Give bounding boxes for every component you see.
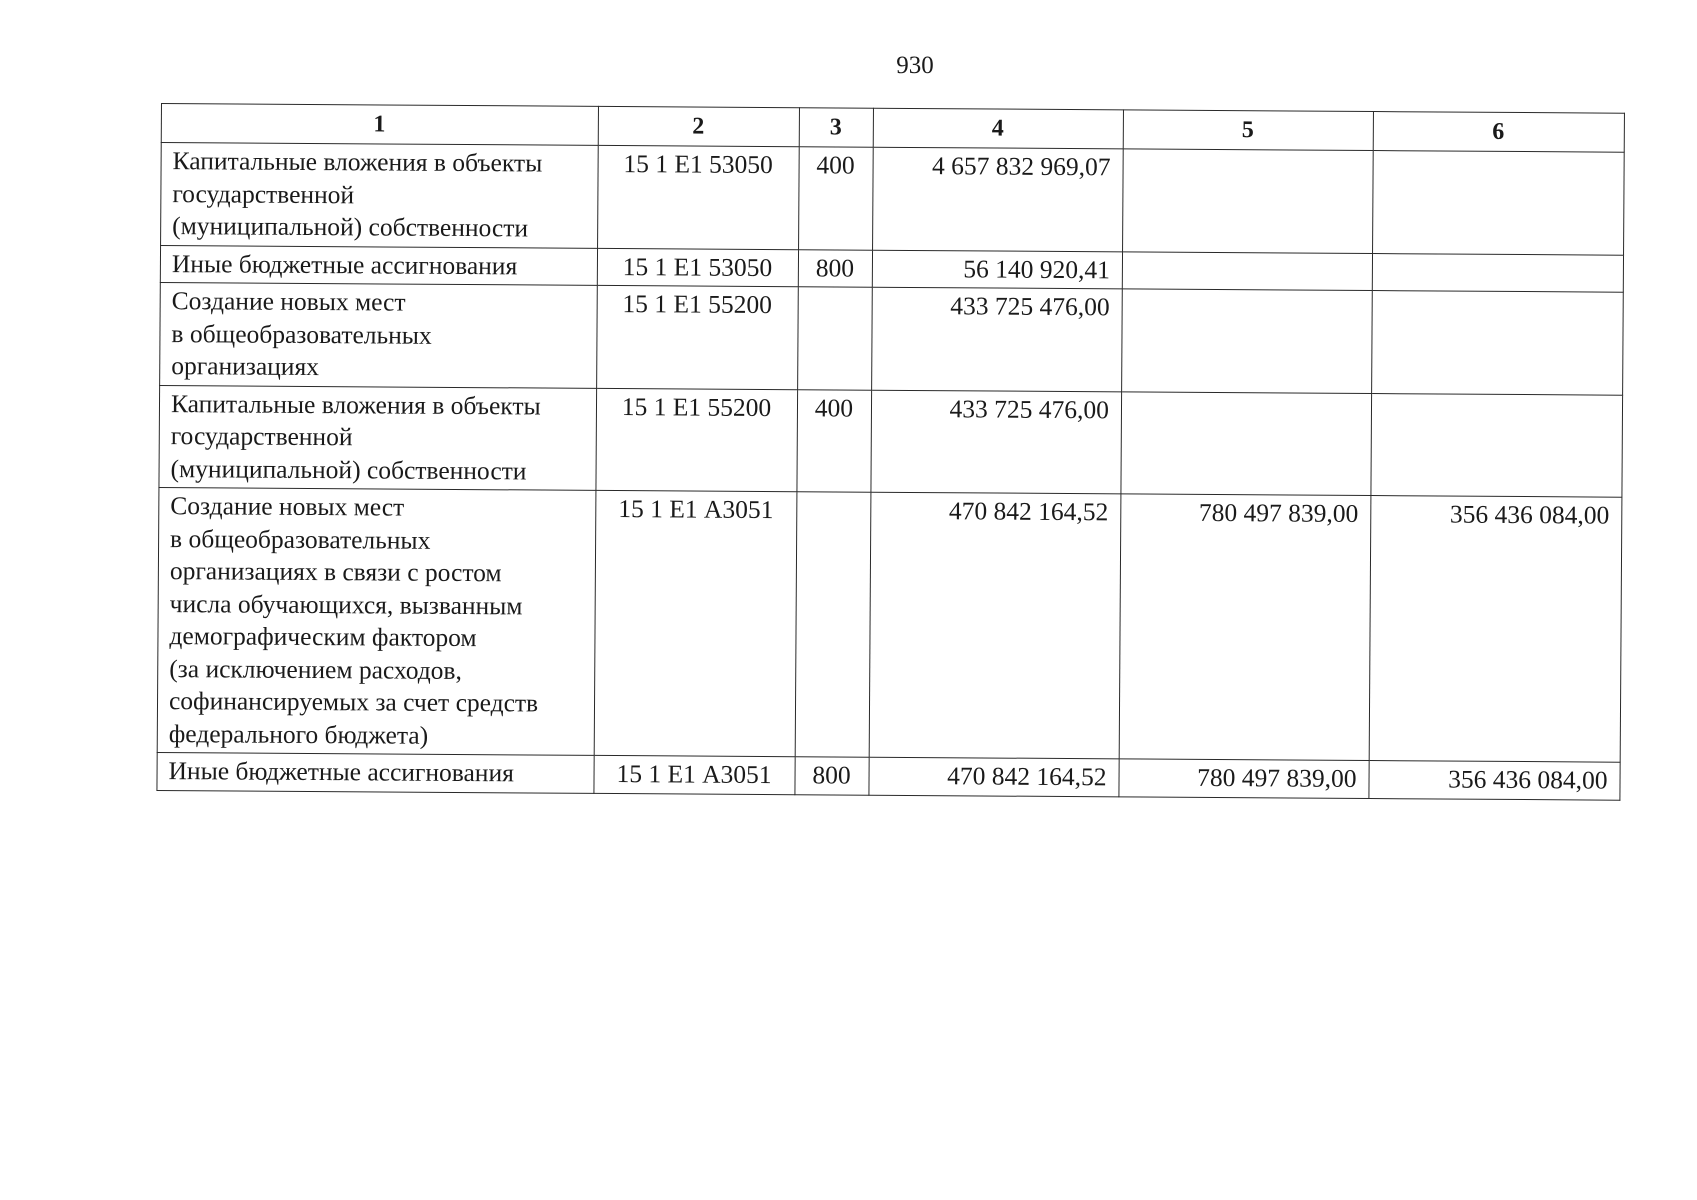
- description-line: Иные бюджетные ассигнования: [168, 756, 514, 788]
- table-body: [157, 143, 1624, 800]
- row-code: 15 1 Е1 53050: [597, 248, 798, 287]
- row-code: 15 1 Е1 А3051: [594, 490, 797, 756]
- description-line: Иные бюджетные ассигнования: [171, 248, 518, 280]
- row-expense-type: [795, 492, 871, 757]
- row-value-col-5: [1121, 391, 1372, 495]
- description-line: демографическим фактором: [169, 621, 477, 653]
- description-line: в общеобразовательных: [170, 523, 431, 555]
- row-description: [160, 282, 598, 387]
- row-value-col-4: 56 140 920,41: [872, 250, 1122, 289]
- row-value-col-4: 433 725 476,00: [871, 390, 1122, 494]
- description-line: организациях: [171, 351, 320, 382]
- description-line: (муниципальной) собственности: [172, 211, 529, 243]
- row-value-col-5: [1122, 289, 1373, 393]
- row-description: [157, 752, 594, 792]
- row-value-col-6: [1373, 151, 1625, 255]
- description-line: Капитальные вложения в объекты: [172, 146, 543, 178]
- row-value-col-4: 433 725 476,00: [872, 287, 1123, 391]
- row-code: 15 1 Е1 55200: [596, 388, 798, 492]
- row-value-col-4: 470 842 164,52: [869, 757, 1119, 796]
- row-value-col-6: [1372, 291, 1624, 395]
- header-col-4: 4: [873, 108, 1123, 149]
- row-description: [157, 487, 596, 755]
- row-code: 15 1 Е1 А3051: [594, 755, 795, 794]
- table-row: [159, 385, 1623, 497]
- table-row: [160, 282, 1624, 394]
- description-line: Капитальные вложения в объекты: [170, 388, 541, 421]
- description-line: (муниципальной) собственности: [170, 453, 527, 485]
- row-value-col-5: 780 497 839,00: [1119, 759, 1369, 798]
- description-line: организациях в связи с ростом: [169, 556, 502, 588]
- header-col-2: 2: [598, 106, 799, 146]
- row-value-col-5: 780 497 839,00: [1119, 494, 1371, 761]
- header-col-5: 5: [1123, 110, 1373, 151]
- description-line: числа обучающихся, вызванным: [169, 588, 523, 620]
- row-expense-type: 400: [799, 147, 874, 250]
- row-value-col-6: [1372, 253, 1623, 292]
- description-line: софинансируемых за счет средств: [168, 686, 539, 718]
- description-line: Создание новых мест: [170, 491, 405, 522]
- row-expense-type: [798, 287, 873, 390]
- row-value-col-5: [1122, 251, 1372, 290]
- row-description: [161, 143, 599, 248]
- row-expense-type: 400: [797, 389, 872, 492]
- table-row: [161, 143, 1625, 255]
- header-col-1: 1: [161, 104, 598, 146]
- table-row: [157, 487, 1622, 762]
- row-value-col-6: 356 436 084,00: [1369, 496, 1622, 763]
- row-expense-type: 800: [795, 757, 869, 795]
- description-line: Создание новых мест: [171, 286, 406, 317]
- description-line: государственной: [170, 421, 353, 452]
- row-description: [160, 245, 597, 285]
- row-value-col-6: 356 436 084,00: [1369, 761, 1620, 800]
- row-description: [159, 385, 597, 490]
- row-value-col-4: 4 657 832 969,07: [873, 147, 1124, 251]
- description-line: в общеобразовательных: [171, 318, 432, 350]
- budget-table: [156, 103, 1625, 800]
- description-line: федерального бюджета): [168, 718, 429, 750]
- row-code: 15 1 Е1 53050: [598, 145, 800, 249]
- row-value-col-6: [1371, 393, 1623, 497]
- description-line: (за исключением расходов,: [169, 653, 463, 685]
- row-value-col-5: [1123, 149, 1374, 253]
- description-line: государственной: [172, 178, 355, 209]
- header-col-6: 6: [1373, 112, 1624, 153]
- row-value-col-4: 470 842 164,52: [869, 492, 1121, 759]
- header-col-3: 3: [799, 108, 873, 147]
- page-number: 930: [896, 52, 934, 79]
- row-code: 15 1 Е1 55200: [597, 285, 799, 389]
- row-expense-type: 800: [798, 249, 872, 287]
